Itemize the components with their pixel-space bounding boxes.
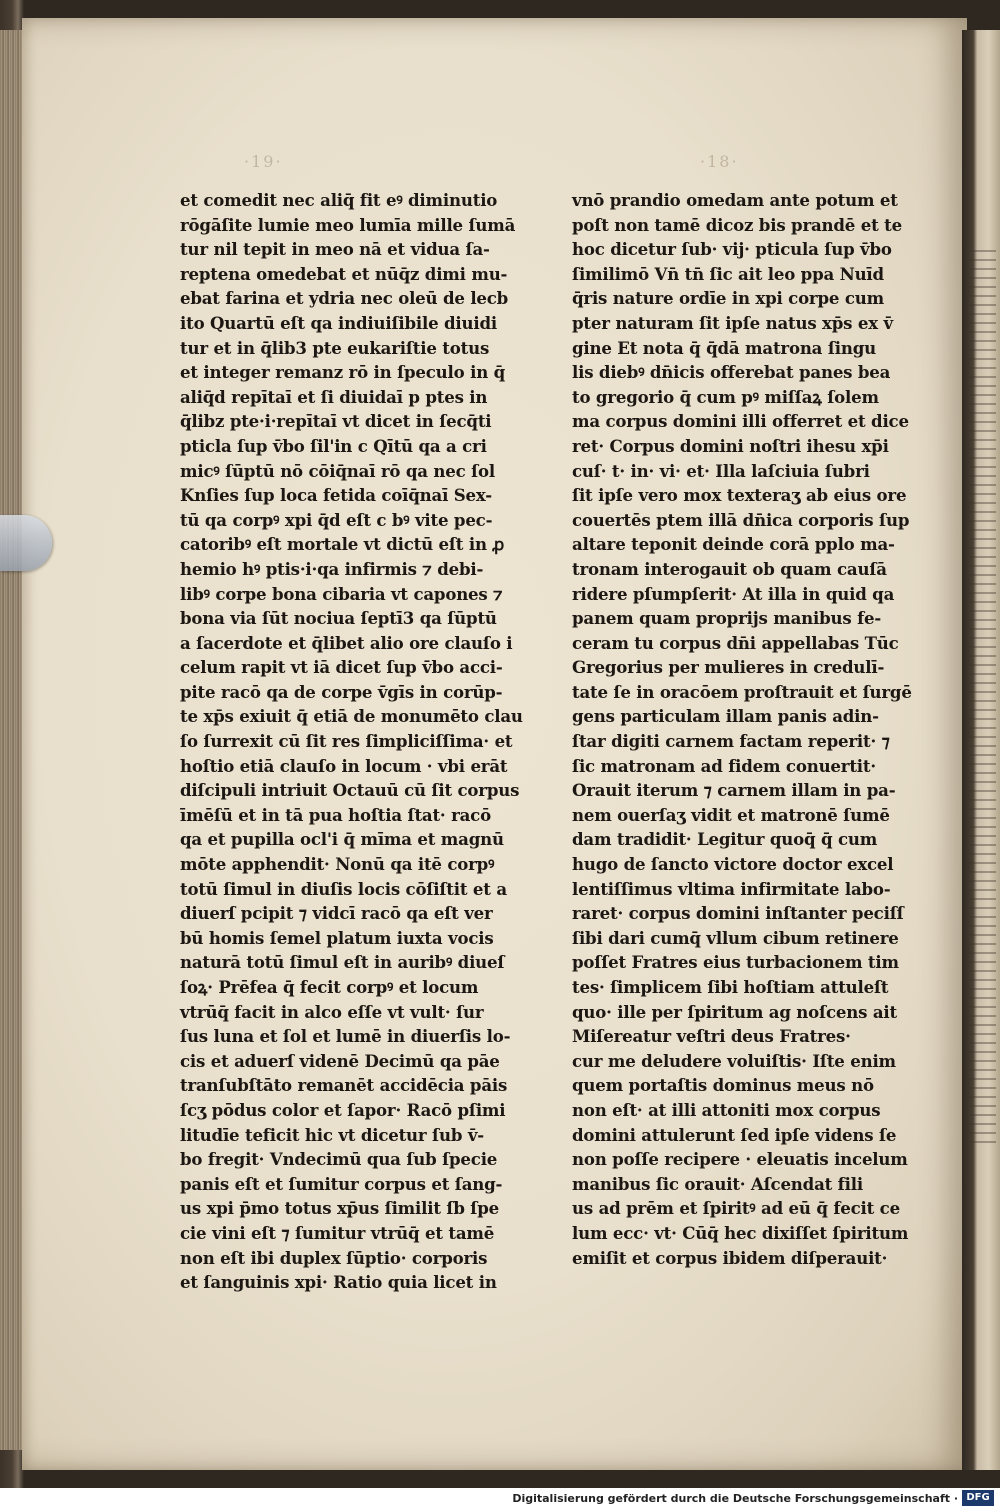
text-line: ma corpus domini illi offerret et dice [572,411,909,432]
text-line: poſſet Fratres eius turbacionem tim [572,952,899,973]
text-line: bona via ſūt nociua ſeptī3 qa ſūptū [180,608,497,629]
text-line: tur et in q̄lib3 pte eukariſtie totus [180,337,490,358]
text-line: pite racō qa de corpe v̄gīs in corūp- [180,681,503,702]
text-line: ſo ſurrexit cū ſit res ſimpliciſſima· et [180,731,513,752]
text-line: hemio hꝰ ptis·i·qa infirmis ⁊ debi- [180,558,484,579]
text-line: libꝰ corpe bona cibaria vt capones ⁊ [180,583,503,604]
text-line: tes· ſimplicem ſibi hoſtiam attuleſt [572,977,889,997]
text-line: Orauit iterum ⁊ carnem illam in pa- [572,780,896,801]
text-line: tranſubſtāto remanēt accidēcia pāis [180,1075,508,1096]
text-line: hugo de ſancto victore doctor excel [572,854,894,875]
text-line: pter naturam ſit ipſe natus xp̄s ex v̄ [572,312,893,333]
text-line: ſibi dari cumq̄ vllum cibum retinere [572,927,899,948]
text-line: ſcʒ pōdus color et ſapor· Racō pſimi [180,1099,506,1120]
text-line: gine Et nota q̄ q̄dā matrona ſingu [572,337,876,358]
left-text-column [180,188,523,1295]
footer-credit: Digitalisierung gefördert durch die Deutsche Forschungsgemeinschaft · [512,1492,958,1505]
ink-bleed-through [966,250,996,1150]
folio-number-right: ·18· [700,152,739,171]
text-line: gens particulam illam panis adin- [572,706,879,727]
text-line: us xpi p̄mo totus xp̄us ſimilit ſb ſpe [180,1198,499,1219]
text-line: tronam interogauit ob quam cauſā [572,558,887,579]
text-line: totū ſimul in diuſis locis cōſiſtit et a [180,878,507,899]
text-line: non eſt· at illi attoniti mox corpus [572,1099,881,1120]
text-line: ſit ipſe vero mox texteraʒ ab eius ore [572,485,907,506]
text-line: Knſies ſup loca fetida coīq̄naī Sex- [180,485,492,506]
text-line: ebat farina et ydria nec oleū de lecb [180,288,509,309]
text-line: altare teponit deinde corā pplo ma- [572,534,895,555]
text-line: litudīe teficit hic vt dicetur ſub v̄- [180,1124,484,1145]
text-line: naturā totū ſimul eſt in auribꝰ diueſ [180,952,505,973]
text-line: manibus ſic orauit· Aſcendat fili [572,1173,863,1194]
text-line: raret· corpus domini inſtanter peciſſ [572,903,904,924]
text-line: tate ſe in oracōem proſtrauit et ſurgē [572,681,912,702]
text-line: q̄ris nature ordīe in xpi corpe cum [572,288,884,309]
text-line: cur me deludere voluiſtis· Iſte enim [572,1050,896,1071]
text-line: lum ecc· vt· Cūq̄ hec dixiſſet ſpiritum [572,1222,909,1243]
text-line: reptena omedebat et nūq̄z dimi mu- [180,263,508,284]
text-line: bo fregit· Vndecimū qua ſub ſpecie [180,1149,498,1170]
text-line: ſus luna et ſol et lumē in diuerſis lo- [180,1026,511,1047]
text-line: pticla ſup v̄bo ſil'in c Qītū qa a cri [180,435,487,456]
folio-number-left: ·19· [244,152,283,171]
text-line: cis et aduerſ videnē Decimū qa pāe [180,1050,500,1071]
text-line: us ad prēm et ſpiritꝰ ad eū q̄ fecit ce [572,1198,900,1219]
text-line: diſcipuli intriuit Octauū cū ſit corpus [180,780,520,801]
text-line: a ſacerdote et q̄libet alio ore clauſo i [180,632,513,653]
text-line: ridere pſumpſerit· At illa in quid qa [572,583,895,604]
text-line: non eſt ibi duplex ſūptio· corporis [180,1247,488,1268]
text-line: cuſ· t· in· vi· et· Illa laſciuia ſubri [572,460,870,481]
text-line: diuerſ pcipit ⁊ vidcī racō qa eſt ver [180,903,493,924]
text-line: catoribꝰ eſt mortale vt dictū eſt in ꝓ [180,534,505,555]
text-line: quem portaſtis dominus meus nō [572,1075,874,1096]
dfg-logo: DFG [962,1490,994,1506]
text-line: lentiſſimus vltima infirmitate labo- [572,878,891,899]
text-line: ito Quartū eſt qa indiuiſibile diuidi [180,312,498,333]
text-line: micꝰ ſūptū nō cōiq̄naī rō qa nec ſol [180,460,496,481]
text-line: ſimilimō Vn̄ tn̄ ſic ait leo ppa Nuīd [572,263,884,284]
text-line: Miſereatur veſtri deus Fratres· [572,1026,851,1047]
text-line: īmēſū et in tā pua hoſtia ſtat· racō [180,804,491,825]
text-line: lis diebꝰ dn̄icis offerebat panes bea [572,362,891,383]
text-line: panis eſt et ſumitur corpus et ſang- [180,1173,503,1194]
text-line: domini attulerunt ſed ipſe videns ſe [572,1124,897,1145]
text-line: ceram tu corpus dn̄i appellabas Tūc [572,632,899,653]
text-line: dam tradidit· Legitur quoq̄ q̄ cum [572,829,878,850]
text-line: et ſanguinis xpi· Ratio quia licet in [180,1272,497,1293]
text-line: et integer remanz rō in ſpeculo in q̄ [180,362,506,383]
text-line: rōgāſite lumie meo lumīa mille ſumā [180,214,516,235]
text-line: hoc dicetur ſub· vij· pticula ſup v̄bo [572,239,892,260]
text-line: qa et pupilla ocl'i q̄ mīma et magnū [180,829,504,850]
text-line: to gregorio q̄ cum pꝰ miſſaꝝ ſolem [572,386,879,407]
text-line: Gregorius per mulieres in credulī- [572,657,885,678]
text-line: panem quam proprijs manibus fe- [572,608,882,629]
text-line: te xp̄s exiuit q̄ etiā de monumēto clau [180,706,523,727]
text-line: ſtar digiti carnem factam reperit· ⁊ [572,731,890,752]
text-line: ret· Corpus domini noſtri ihesu xp̄i [572,435,889,456]
text-line: couertēs ptem illā dn̄ica corporis ſup [572,509,910,530]
text-line: cie vini eſt ⁊ ſumitur vtrūq̄ et tamē [180,1222,495,1243]
text-line: nem ouerſaʒ vidit et matronē ſumē [572,804,890,825]
text-line: ſoꝝ· Prēfea q̄ fecit corpꝰ et locum [180,977,479,997]
text-line: aliq̄d repītaī et ſi diuidaī p ptes in [180,386,488,407]
book-edge-left [0,30,24,1450]
text-line: emiſit et corpus ibidem diſperauit· [572,1247,888,1268]
right-text-column [572,188,920,1270]
text-line: hoſtio etiā clauſo in locum · vbi erāt [180,755,508,776]
text-line: vtrūq̄ facit in alco eſſe vt vult· ſur [180,1001,484,1022]
text-line: poſt non tamē dicoz bis prandē et te [572,214,902,235]
text-line: ſic matronam ad fidem conuertit· [572,755,876,776]
text-line: bū homis ſemel platum iuxta vocis [180,927,494,948]
text-line: q̄libz pte·i·repītaī vt dicet in ſecq̄ti [180,411,492,432]
text-line: celum rapit vt iā dicet ſup v̄bo acci- [180,657,503,678]
text-line: et comedit nec aliq̄ fit eꝰ diminutio [180,190,498,210]
text-line: vnō prandio omedam ante potum et [572,190,898,210]
text-line: tur nil tepit in meo nā et vidua ſa- [180,239,490,260]
text-line: tū qa corpꝰ xpi q̄d eſt c bꝰ vite pec- [180,509,493,530]
text-line: quo· ille per ſpiritum ag noſcens ait [572,1001,897,1022]
text-line: non poſſe recipere · eleuatis incelum [572,1149,908,1170]
text-line: mōte apphendit· Nonū qa itē corpꝰ [180,854,495,875]
